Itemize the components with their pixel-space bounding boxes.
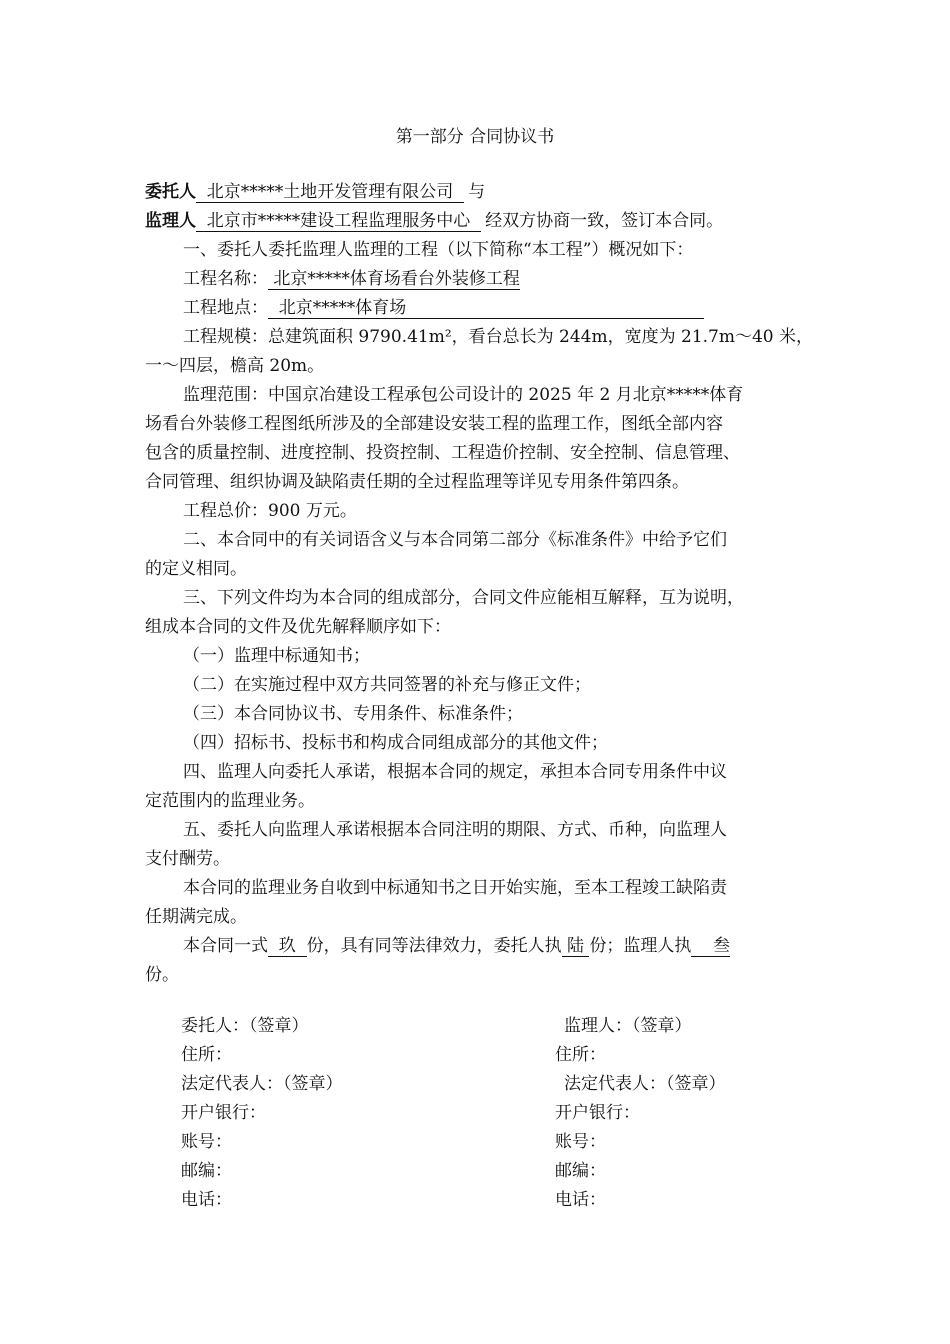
section3-line2: 组成本合同的文件及优先解释顺序如下：: [145, 617, 451, 637]
left-account: 账号：: [181, 1132, 232, 1152]
copies-mid: 份，具有同等法律效力，委托人执: [306, 936, 562, 956]
project-location-value: 北京*****体育场: [268, 299, 704, 319]
copies-client: 陆: [561, 936, 590, 956]
document-item: （二）在实施过程中双方共同签署的补充与修正文件；: [183, 675, 591, 695]
right-postcode: 邮编：: [555, 1161, 606, 1181]
document-item: （四）招标书、投标书和构成合同组成部分的其他文件；: [183, 733, 608, 753]
client-name: 北京*****土地开发管理有限公司: [196, 182, 465, 202]
copies-mid2: 份；监理人执: [589, 936, 692, 956]
term-line2: 任期满完成。: [145, 907, 247, 927]
right-phone: 电话：: [555, 1190, 606, 1210]
supervisor-label: 监理人: [145, 211, 196, 231]
supervisor-line: [145, 210, 815, 232]
project-scope-line2: 场看台外装修工程图纸所涉及的全部建设安装工程的监理工作，图纸全部内容: [145, 414, 723, 434]
supervisor-suffix: 经双方协商一致，签订本合同。: [485, 211, 724, 231]
left-legal-rep: 法定代表人：（签章）: [181, 1074, 343, 1094]
document-item: （三）本合同协议书、专用条件、标准条件；: [183, 704, 523, 724]
supervisor-name: 北京市*****建设工程监理服务中心: [196, 211, 482, 231]
section2-line2: 的定义相同。: [145, 559, 247, 579]
project-scope-line1: 监理范围：中国京冶建设工程承包公司设计的 2025 年 2 月北京*****体育: [183, 385, 744, 405]
left-bank: 开户银行：: [181, 1103, 266, 1123]
project-name-label: 工程名称：: [183, 269, 268, 289]
client-suffix: 与: [468, 182, 486, 202]
right-legal-rep: 法定代表人：（签章）: [564, 1074, 726, 1094]
project-scale-line2: 一～四层，檐高 20m。: [145, 356, 325, 376]
copies-total: 玖: [268, 936, 307, 956]
section1-intro: 一、委托人委托监理人监理的工程（以下简称“本工程”）概况如下：: [183, 240, 694, 260]
project-location-line: [183, 297, 853, 319]
right-account: 账号：: [555, 1132, 606, 1152]
section4-line2: 定范围内的监理业务。: [145, 791, 315, 811]
copies-line: [183, 935, 853, 957]
section4-line1: 四、监理人向委托人承诺，根据本合同的规定，承担本合同专用条件中议: [183, 762, 727, 782]
right-bank: 开户银行：: [555, 1103, 640, 1123]
left-postcode: 邮编：: [181, 1161, 232, 1181]
section5-line1: 五、委托人向监理人承诺根据本合同注明的期限、方式、币种，向监理人: [183, 820, 727, 840]
document-item: （一）监理中标通知书；: [183, 646, 370, 666]
client-label: 委托人: [145, 182, 196, 202]
project-scope-line3: 包含的质量控制、进度控制、投资控制、工程造价控制、安全控制、信息管理、: [145, 443, 740, 463]
right-party-signature: 监理人：（签章）: [564, 1016, 692, 1036]
term-line1: 本合同的监理业务自收到中标通知书之日开始实施，至本工程竣工缺陷责: [183, 878, 727, 898]
project-name-line: [183, 268, 853, 290]
left-phone: 电话：: [181, 1190, 232, 1210]
project-scope-line4: 合同管理、组织协调及缺陷责任期的全过程监理等详见专用条件第四条。: [145, 472, 689, 492]
section2-line1: 二、本合同中的有关词语含义与本合同第二部分《标准条件》中给予它们: [183, 530, 727, 550]
project-location-label: 工程地点：: [183, 298, 268, 318]
section5-line2: 支付酬劳。: [145, 849, 230, 869]
left-address: 住所：: [181, 1045, 232, 1065]
project-scale-line1: 工程规模：总建筑面积 9790.41m²，看台总长为 244m，宽度为 21.7m～40 米，: [183, 327, 814, 347]
client-line: [145, 181, 815, 203]
copies-end: 份。: [145, 965, 179, 985]
copies-prefix: 本合同一式: [183, 936, 268, 956]
document-title: 第一部分 合同协议书: [395, 127, 555, 147]
project-total-price: 工程总价：900 万元。: [183, 501, 357, 521]
project-name-value: 北京*****体育场看台外装修工程: [268, 269, 520, 289]
section3-line1: 三、下列文件均为本合同的组成部分，合同文件应能相互解释，互为说明，: [183, 588, 744, 608]
right-address: 住所：: [555, 1045, 606, 1065]
copies-supervisor: 叁: [691, 936, 731, 956]
left-party-signature: 委托人：（签章）: [181, 1016, 309, 1036]
